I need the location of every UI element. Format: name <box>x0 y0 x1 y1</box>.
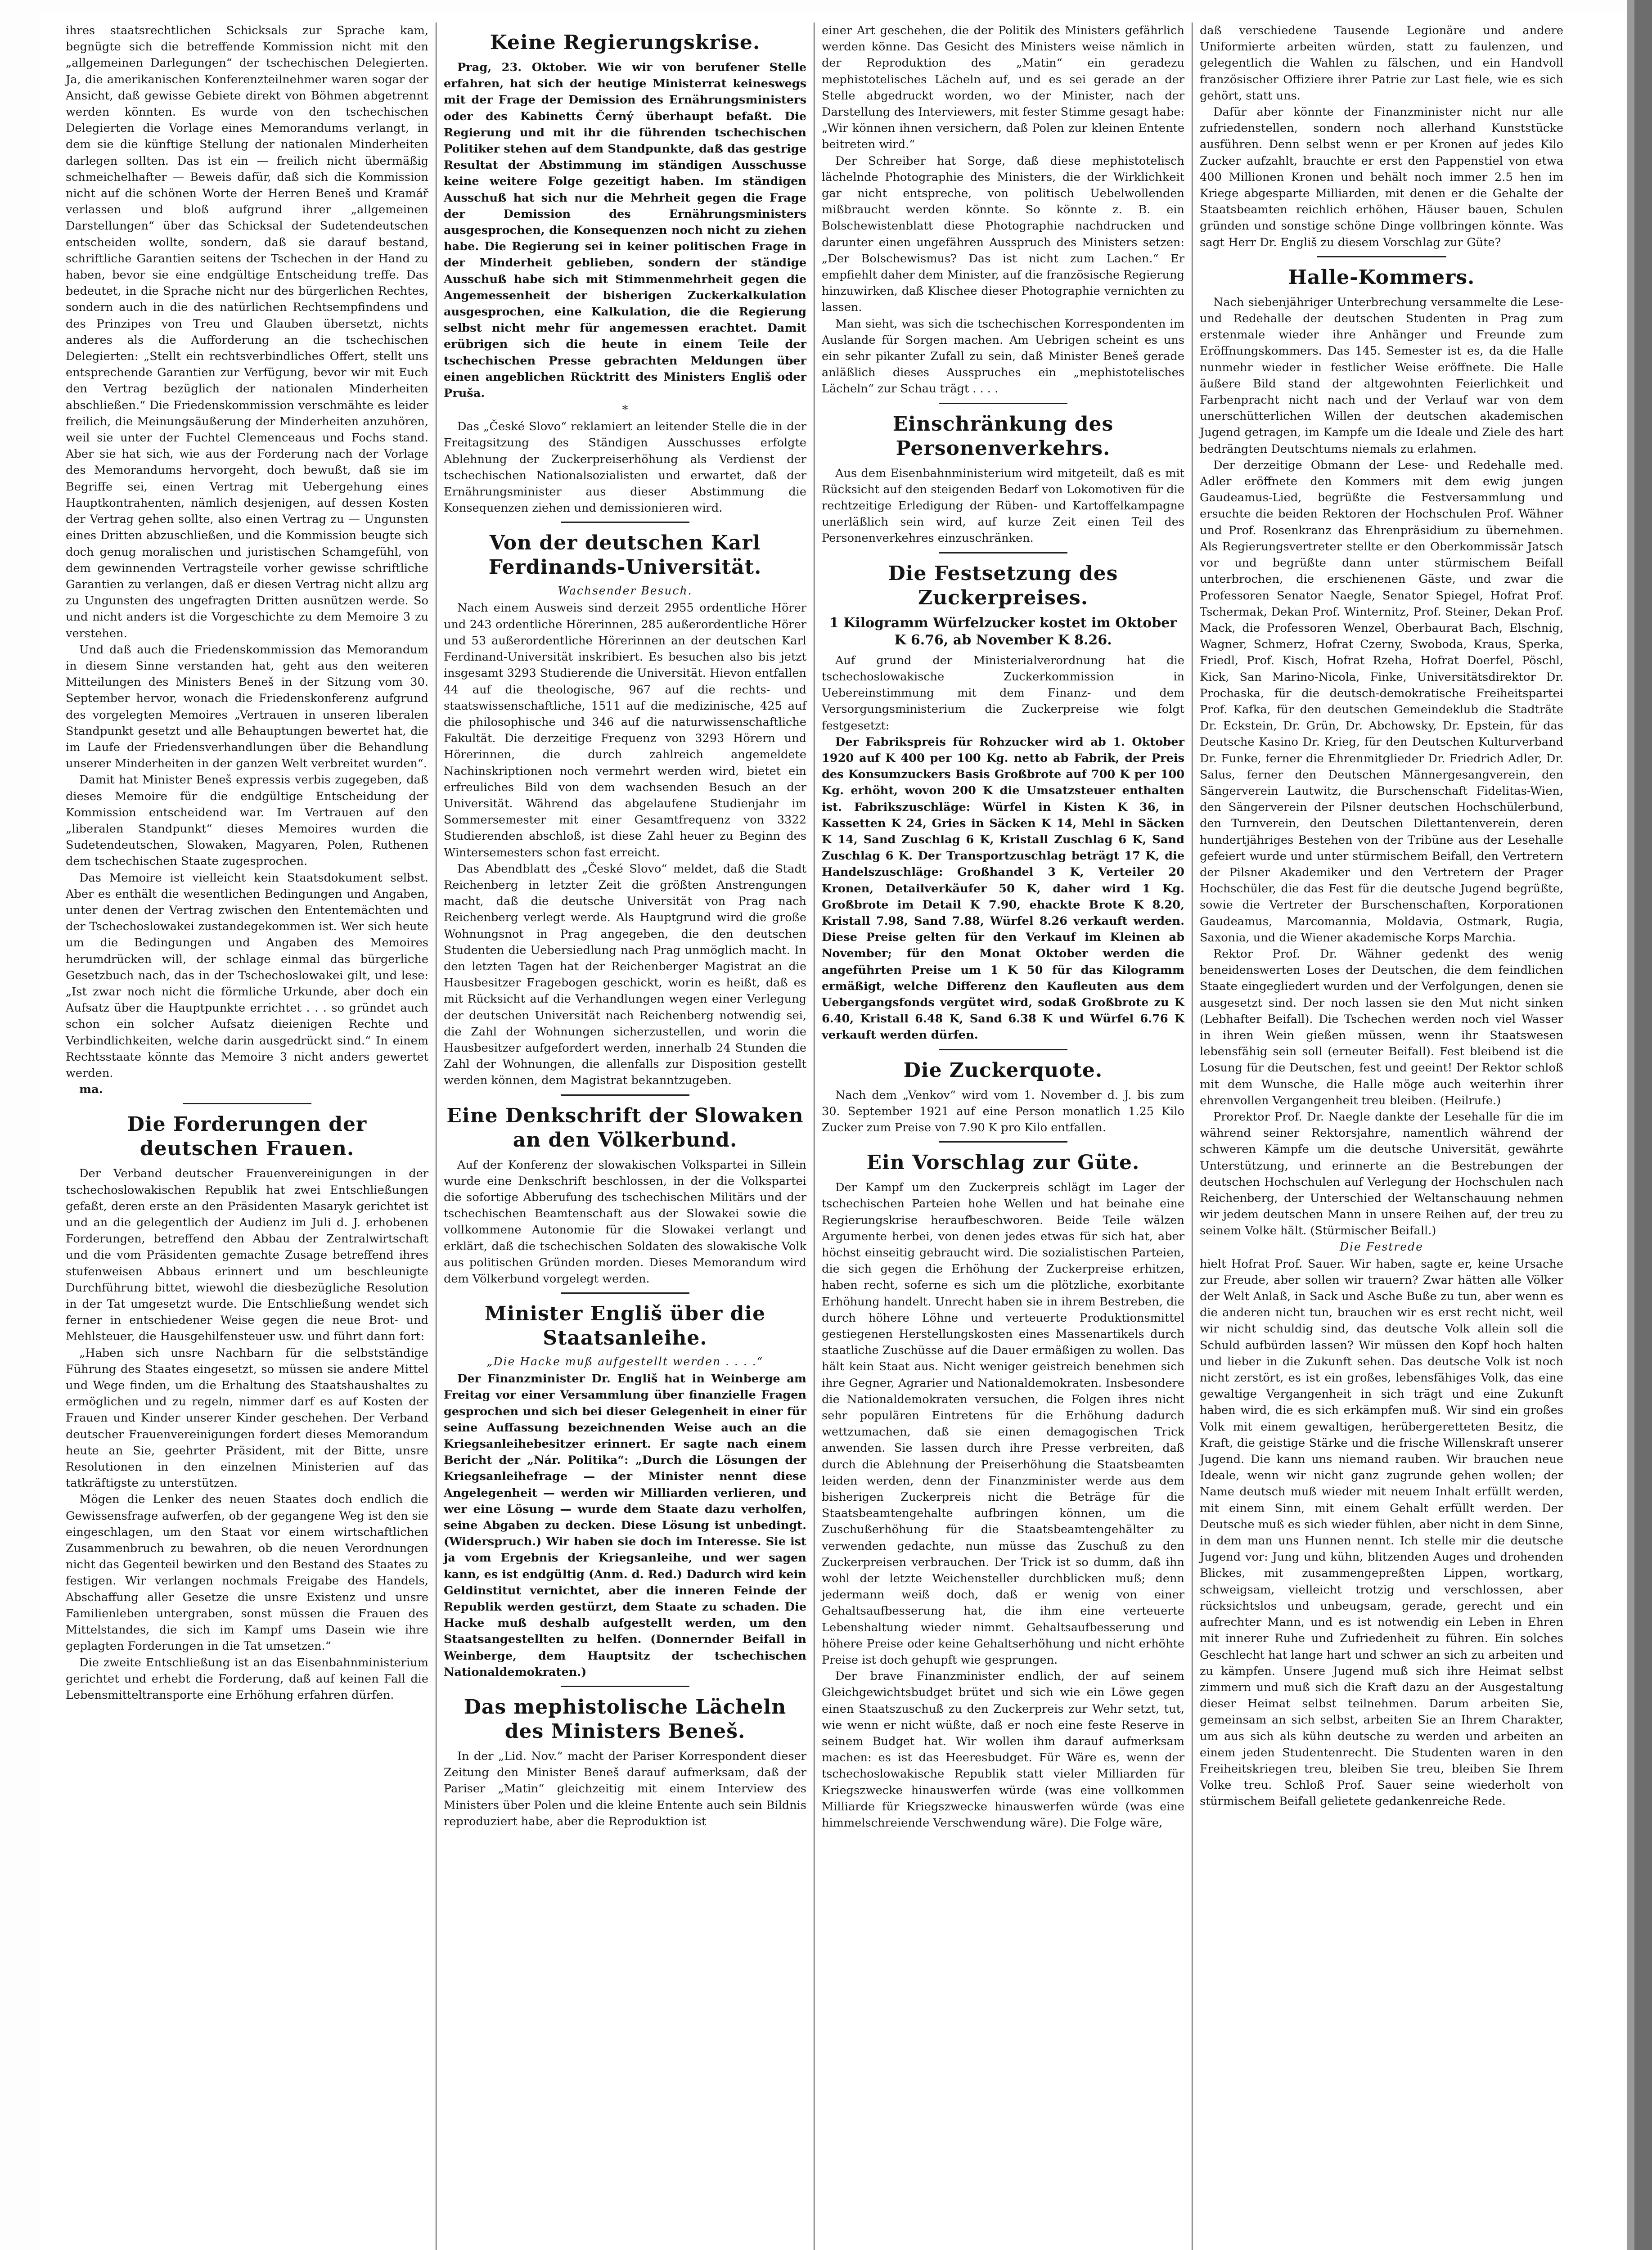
page-edge-shadow <box>1627 0 1652 2250</box>
divider <box>939 552 1067 554</box>
divider <box>183 1103 311 1104</box>
article-text: Prag, 23. Oktober. Wie wir von berufener Stelle erfahren, hat sich der heutige Ministerrat keineswegs mit der Frage der Demission des Ernährungsministers oder des Kabinetts Černý überhaupt befaßt. Die Regierung und mit ihr die führenden tschechischen Politiker stehen auf dem Standpunkte, daß das gestrige Resultat der Abstimmung im ständigen Ausschusse keine weitere Folge gezeitigt haben. Im ständigen Ausschuß hat sich nur die Mehrheit gegen die Frage der Demission des Ernährungsministers ausgesprochen, die Konsequenzen noch nicht zu ziehen habe. Die Regierung sei in keiner politischen Frage in der Minderheit geblieben, sondern der ständige Ausschuß habe sich mit Stimmenmehrheit gegen die Angemessenheit der bisherigen Zuckerkalkulation ausgesprochen, eine Kalkulation, die die Regierung selbst nicht mehr für angemessen erachtet. Damit erübrigen sich die heute in einem Teile der tschechischen Presse gebrachten Meldungen über einen angeblichen Rücktritt des Ministers Engliš oder Pruša. <box>444 61 806 400</box>
article-text: Prorektor Prof. Dr. Naegle dankte der Lesehalle für die im während seiner Rektorsjahre, namentlich während der schweren Kämpfe um die deutsche Universität, gewährte Unterstützung, und erinnerte an die Bestrebungen der deutschen Hochschulen auf Verlegung der Hochschulen nach Reichenberg, der Unterschied der Weltanschauung nehmen wir jedem deutschen Mann in unsere Reihen auf, der treu zu seinem Volke hält. (Stürmischer Beifall.) <box>1200 1110 1563 1238</box>
headline-benes: Das mephistolische Lächeln des Ministers Beneš. <box>464 1696 787 1743</box>
divider <box>1317 256 1446 257</box>
article-text: ihres staatsrechtlichen Schicksals zur Sprache kam, begnügte sich die betreffende Kommission nicht mit den „allgemeinen Darlegungen“ der tschechischen Delegierten. Ja, die amerikanischen Konferenzteilnehmer waren sogar der Ansicht, daß gewisse Gebiete direkt von Böhmen abgetrennt werden könnten. Es wurde von den tschechischen Delegierten die Vorlage eines Memorandums verlangt, in dem sie die künftige Stellung der nationalen Minderheiten darlegen sollten. Das ist ein — freilich nicht übermäßig schmeichelhafter — Beweis dafür, daß sich die Kommission nicht auf die schönen Worte der Herren Beneš und Kramář verlassen und bloß aufgrund ihrer „allgemeinen Darstellungen“ über das Schicksal der Sudetendeutschen entscheiden wollte, sondern, daß sie darauf bestand, schriftliche Garantien seitens der Tschechen in der Hand zu haben, bevor sie eine endgültige Entscheidung treffe. Das bedeutet, in die Sprache nicht nur des bürgerlichen Rechtes, sondern auch in die des natürlichen Rechtsempfindens und des Prinzipes von Treu und Glauben übersetzt, nichts anderes als die Aufforderung an die tschechischen Delegierten: „Stellt ein rechtsverbindliches Offert, stellt uns entsprechende Garantien zur Verfügung, bevor wir mit Euch den Vertrag bezüglich der nationalen Minderheiten abschließen.“ Die Friedenskommission verschmähte es leider freilich, die Meinungsäußerung der Minderheiten anzuhören, weil sie unter der Fuchtel Clemenceaus und Fochs stand. Aber sie hat sich, wie aus der Forderung nach der Vorlage des Memorandums hervorgeht, doch bewußt, daß sie im Begriffe sei, einen Vertrag mit Uebergehung eines Hauptkontrahenten, nämlich desjenigen, auf dessen Kosten der Vertrag gehen sollte, also einen Vertrag zu — Ungunsten eines Dritten abzuschließen, und die Kommission beugte sich doch genug moralischen und juristischen Schamgefühl, von dem gewinnenden Vertragsteile vorher gewisse schriftliche Garantien zu verlangen, daß er diesen Vertrag nicht allzu arg zu Ungunsten des ungefragten Dritten ausnützen werde. So und nicht anders ist die Vorgeschichte zu dem Memoire 3 zu verstehen. <box>66 24 428 640</box>
subheadline-festrede: Die Festrede <box>1340 1240 1423 1253</box>
headline-slowaken: Eine Denkschrift der Slowaken an den Völkerbund. <box>446 1104 804 1152</box>
article-text: Der brave Finanzminister endlich, der auf seinem Gleichgewichtsbudget brütet und sich wie ein Löwe gegen einen Staatszuschuß zu den Zuckerpreis zur Wehr setzt, tut, wie wenn er nicht wüßte, daß er noch eine feste Reserve in seinem Budget hat. Wir wollen ihm darauf aufmerksam machen: es ist das Heeresbudget. Für Wäre es, wenn der tschechoslowakische Republik statt vieler Milliarden für Kriegszwecke hinauswerfen würde (was eine vollkommen Milliarde für Kriegszwecke hinauswerfen würde (was eine himmelschreiende Verschwendung wäre). Die Folge wäre, <box>822 1670 1184 1830</box>
subheadline: „Die Hacke muß aufgestellt werden . . . .“ <box>486 1355 764 1368</box>
article-text: Mögen die Lenker des neuen Staates doch endlich die Gewissensfrage aufwerfen, ob der gegangene Weg ist den sie eingeschlagen, um den Staat vor einem wirtschaftlichen Zusammenbruch zu bewahren, ob die neuen Verordnungen nicht das Gegenteil bewirken und den Bestand des Staates zu festigen. Wir verlangen nochmals Freigabe des Handels, Abschaffung aller Gesetze die unsre Existenz und unsre Familienleben untergraben, sonst müssen die Frauen des Mittelstandes, die sich im Kampf ums Dasein wie ihre geplagten Forderungen in die Tat umsetzen.“ <box>66 1493 428 1653</box>
article-text: Auf der Konferenz der slowakischen Volkspartei in Sillein wurde eine Denkschrift beschlossen, in der die Volkspartei die sofortige Abberufung des tschechischen Militärs und der tschechischen Beamtenschaft aus der Slowakei sowie die vollkommene Autonomie für die Slowakei verlangt und erklärt, daß die tschechischen Soldaten des slowakische Volk aus politischen Gründen morden. Dieses Memorandum wird dem Völkerbund vorgelegt werden. <box>444 1158 806 1286</box>
article-text: Nach siebenjähriger Unterbrechung versammelte die Lese- und Redehalle der deutschen Studenten in Prag zum erstenmale wieder ihre Anhänger und Freunde zum Eröffnungskommers. Das 145. Semester ist es, da die Halle nunmehr wieder in festlicher Weise eröffnete. Die Halle äußere Bild stand der altgewohnten Feierlichkeit und Farbenpracht nicht nach und der Verlauf war von dem unerschütterlichen Willen der deutschen akademischen Jugend getragen, im Kampfe um die Ideale und Ziele des hart bedrängten Deutschtums niemals zu erlahmen. <box>1200 295 1563 456</box>
article-text: Der Schreiber hat Sorge, daß diese mephistotelisch lächelnde Photographie des Ministers, die der Wirklichkeit gar nicht entspreche, von politisch Uebelwollenden mißbraucht werden könnte. So könnte z. B. ein Bolschewistenblatt diese Photographie nachdrucken und darunter einen ungefähren Ausspruch des Ministers setzen: „Der Bolschewismus? Das ist nicht zum Lachen.“ Er empfiehlt daher dem Minister, auf die französische Regierung hinzuwirken, daß Klischee dieser Photographie vernichten zu lassen. <box>822 154 1184 315</box>
divider <box>939 403 1067 404</box>
article-text: In der „Lid. Nov.“ macht der Pariser Korrespondent dieser Zeitung den Minister Beneš darauf aufmerksam, daß der Pariser „Matin“ gleichzeitig mit einem Interview des Ministers über Polen und die kleine Entente auch sein Bildnis reproduziert habe, aber die Reproduktion ist <box>444 1750 806 1828</box>
article-text: Die zweite Entschließung ist an das Eisenbahnministerium gerichtet und erhebt die Forderung, daß auf keinen Fall die Lebensmitteltransporte eine Erhöhung erfahren dürfen. <box>66 1656 428 1702</box>
article-text: Der derzeitige Obmann der Lese- und Redehalle med. Adler eröffnete den Kommers mit dem ewig jungen Gaudeamus-Lied, begrüßte die Festversammlung und ersuchte die beiden Rektoren der Hochschulen Prof. Wähner und Prof. Rosenkranz das Ehrenpräsidium zu übernehmen. Als Regierungsvertreter stellte er den Oberkommissär Jatsch vor und begrüßte dann unter stürmischem Beifall unterbrochen, die erschienenen Gäste, und zwar die Professoren Senator Naegle, Senator Spiegel, Hofrat Prof. Tschermak, Dekan Prof. Winternitz, Prof. Steiner, Dekan Prof. Mack, die Professoren Wenzel, Oberbaurat Bach, Elschnig, Wagner, Schmerz, Hofrat Czerny, Swoboda, Kraus, Sperka, Friedl, Prof. Kisch, Hofrat Rzeha, Hofrat Doerfel, Pöschl, Kick, San Marino-Nicola, Finke, Universitätsdirektor Dr. Prochaska, für die deutsch-demokratische Freiheitspartei Prof. Kafka, für den deutschen Gemeindeklub die Stadträte Dr. Eckstein, Dr. Grün, Dr. Abchowsky, Dr. Epstein, für das Deutsche Kasino Dr. Krieg, für den Deutschen Kulturverband Dr. Funke, ferner die Ehrenmitglieder Dr. Friedrich Adler, Dr. Salus, ferner den Deutschen Männergesangverein, den Sängerverein Lautwitz, die Burschenschaft Fidelitas-Wien, den Sängerverein der Pilsner deutschen Hochschülerbund, den Turnverein, den Deutschen Dilettantenverein, deren hundertjähriges Bestehen von der Tribüne aus der Lesehalle gefeiert wurde und unter stürmischem Beifall, den Vertretern der Pilsner Akademiker und den Vertretern der Prager Hochschüler, die das Fest für die deutsche Jugend begrüßte, sowie die Vertreter der Burschenschaften, Korporationen Gaudeamus, Marcomannia, Moldavia, Ostmark, Rugia, Saxonia, und die Wiener akademische Korps Marchia. <box>1200 458 1563 945</box>
divider <box>939 1049 1067 1050</box>
column-4 <box>1193 22 1571 2250</box>
separator-asterisk: * <box>622 403 628 417</box>
headline-personenverkehr: Einschränkung des Personenverkehrs. <box>892 412 1114 460</box>
article-text: Das „České Slovo“ reklamiert an leitender Stelle die in der Freitagsitzung des Ständigen Ausschusses erfolgte Ablehnung der Zuckerpreiserhöhung als Verdienst der tschechischen Nationalsozialisten und erwartet, daß der Ernährungsminister aus dieser Abstimmung die Konsequenzen ziehen und demissionieren wird. <box>444 420 806 515</box>
article-text: Nach einem Ausweis sind derzeit 2955 ordentliche Hörer und 243 ordentliche Hörerinnen, 285 außerordentliche Hörer und 53 außerordentliche Hörerinnen an der deutschen Karl Ferdinand-Universität inskribiert. Es besuchen also bis jetzt insgesamt 3293 Studierende die Universität. Hievon entfallen 44 auf die theologische, 967 auf die rechts- und staatswissenschaftliche, 1511 auf die medizinische, 425 auf die philosophische und 346 auf die naturwissenschaftliche Fakultät. Die derzeitige Frequenz von 3293 Hörern und Hörerinnen, die durch zahlreich angemeldete Nachinskriptionen noch vermehrt werden wird, bietet ein erfreuliches Bild von dem wachsenden Besuch an der Universität. Während das abgelaufene Studienjahr im Sommersemester mit einer Gesamtfrequenz von 3322 Studierenden abschloß, ist diese Zahl heuer zu Beginn des Wintersemesters schon fast erreicht. <box>444 601 806 860</box>
subheadline-zuckerpreis: 1 Kilogramm Würfelzucker kostet im Oktober K 6.76, ab November K 8.26. <box>829 615 1177 648</box>
headline-regierungskrise: Keine Regierungskrise. <box>490 31 761 54</box>
column-2 <box>437 22 815 2250</box>
newspaper-page <box>41 14 1625 2250</box>
article-text: Aus dem Eisenbahnministerium wird mitgeteilt, daß es mit Rücksicht auf den steigenden Bedarf von Lokomotiven für die rechtzeitige Erledigung der Rüben- und Kartoffelkampagne unerläßlich sein wird, auf kurze Zeit einen Teil des Personenverkehres einzuschränken. <box>822 466 1184 545</box>
columns-container <box>59 22 1607 2250</box>
column-3 <box>815 22 1193 2250</box>
headline-zuckerquote: Die Zuckerquote. <box>903 1058 1103 1082</box>
article-text: einer Art geschehen, die der Politik des Ministers gefährlich werden könne. Das Gesicht des Ministers weise nämlich in der Reproduktion des „Matin“ ein geradezu mephistotelisches Lächeln auf, und es sei gerade an der Stelle abgedruckt worden, wo der Minister, nach der Darstellung des Interviewers, mit fester Stimme gesagt habe: „Wir können ihnen versichern, daß Polen zur kleinen Entente beitreten wird.“ <box>822 24 1184 152</box>
headline-englis: Minister Engliš über die Staatsanleihe. <box>484 1302 766 1350</box>
article-text: Der Finanzminister Dr. Engliš hat in Weinberge am Freitag vor einer Versammlung über finanzielle Fragen gesprochen und sich bei dieser Gelegenheit in einer für seine Auffassung bezeichnenden Weise auch an die Kriegsanleihebesitzer erinnert. Er sagte nach einem Bericht der „Nár. Politika“: „Durch die Lösungen der Kriegsanleihefrage — der Minister nennt diese Angelegenheit — werden wir Milliarden verlieren, und wer eine Lösung — wurde dem Staate dazu verholfen, seine Abgaben zu decken. Diese Lösung ist unbedingt. (Widerspruch.) Wir haben sie doch im Interesse. Sie ist ja vom Ergebnis der Kriegsanleihe, und wer sagen kann, es ist endgültig (Anm. d. Red.) Dadurch wird kein Geldinstitut vernichtet, aber die inneren Feinde der Republik werden gestürzt, dem Staate zu schaden. Die Hacke muß deshalb aufgestellt werden, um den Staatsangestellten zu helfen. (Donnernder Beifall in Weinberge, dem Hauptsitz der tschechischen Nationaldemokraten.) <box>444 1372 806 1679</box>
author-signature: ma. <box>79 1083 103 1097</box>
article-text: Rektor Prof. Dr. Wähner gedenkt des wenig beneidenswerten Loses der Deutschen, die dem feindlichen Staate eingegliedert wurden und der Verfolgungen, denen sie ausgesetzt sind. Der noch lassen sie den Mut nicht sinken (Lebhafter Beifall). Die Tschechen werden noch viel Wasser in ihren Wein gießen müssen, wenn ihr Staatswesen lebensfähig sein soll (erneuter Beifall). Fest bleibend ist die Losung für die Deutschen, fest und geeint! Der Rektor schloß mit dem Wunsche, die Halle möge auch weiterhin ihrer ehrenvollen Vergangenheit treu bleiben. (Heilrufe.) <box>1200 947 1563 1107</box>
divider <box>561 522 689 523</box>
article-text: Der Fabrikspreis für Rohzucker wird ab 1. Oktober 1920 auf K 400 per 100 Kg. netto ab Fabrik, der Preis des Konsumzuckers Basis Großbrote auf 700 K per 100 Kg. erhöht, wovon 200 K die Umsatzsteuer enthalten ist. Fabrikszuschläge: Würfel in Kisten K 36, in Kassetten K 24, Gries in Säcken K 14, Mehl in Säcken K 14, Sand Zuschlag 6 K, Kristall Zuschlag 6 K, Sand Zuschlag 6 K. Der Transportzuschlag beträgt 17 K, die Handelszuschläge: Großhandel 3 K, Verteiler 20 Kronen, Detailverkäufer 50 K, daher wird 1 Kg. Großbrote im Detail K 7.90, ehackte Brote K 8.20, Kristall 7.98, Sand 7.88, Würfel 8.26 verkauft werden. Diese Preise gelten für den Verkauf im Kleinen ab November; für den Monat Oktober werden die angeführten Preise um 1 K 50 für das Kilogramm ermäßigt, welche Differenz den Kaufleuten aus dem Uebergangsfonds vergütet wird, sodaß Großbrote zu K 6.40, Kristall 6.48 K, Sand 6.38 K und Würfel 6.76 K verkauft werden dürfen. <box>822 735 1184 1042</box>
article-text: „Haben sich unsre Nachbarn für die selbstständige Führung des Staates eingesetzt, so müssen sie andere Mittel und Wege finden, um die Erhaltung des Staatshaushaltes zu ermöglichen und zu regeln, nimmer darf es auf Kosten der Frauen und Kinder unserer Kinder geschehen. Der Verband deutscher Frauenvereinigungen fordert dieses Memorandum heute an Sie, geehrter Präsident, mit der Bitte, unsre Resolutionen in den einzelnen Ministerien auf das tatkräftigste zu unterstützen. <box>66 1346 428 1490</box>
article-text: Damit hat Minister Beneš expressis verbis zugegeben, daß dieses Memoire für die endgültige Entscheidung der Kommission entscheidend war. Im Vertrauen auf den „liberalen Standpunkt“ dieses Memoires wurden die Sudetendeutschen, Slowaken, Magyaren, Polen, Ruthenen dem tschechischen Staate zugesprochen. <box>66 773 428 868</box>
article-text: Das Memoire ist vielleicht kein Staatsdokument selbst. Aber es enthält die wesentlichen Bedingungen und Angaben, unter denen der Vertrag zwischen den Ententemächten und der Tschechoslowakei zustandegekommen ist. Wer sich heute um die Bedingungen und Angaben des Memoires herumdrücken will, der schlage einmal das bürgerliche Gesetzbuch nach, das in der Tschechoslowakei gilt, und lese: „Ist zwar noch nicht die förmliche Urkunde, aber doch ein Aufsatz über die Hauptpunkte errichtet . . . so gründet auch schon ein solcher Aufsatz dieienigen Rechte und Verbindlichkeiten, welche darin ausgedrückt sind.“ In einem Rechtsstaate könnte das Memoire 3 nicht anders gewertet werden. <box>66 871 428 1080</box>
headline-zuckerpreis: Die Festsetzung des Zuckerpreises. <box>888 562 1118 609</box>
article-text: Nach dem „Venkov“ wird vom 1. November d. J. bis zum 30. September 1921 auf eine Person monatlich 1.25 Kilo Zucker zum Preise von 7.90 K pro Kilo entfallen. <box>822 1088 1184 1134</box>
article-text: Das Abendblatt des „České Slovo“ meldet, daß die Stadt Reichenberg in letzter Zeit die größten Anstrengungen macht, daß die deutsche Universität von Prag nach Reichenberg verlegt werde. Als Hauptgrund wird die große Wohnungsnot in Prag angegeben, die den deutschen Studenten die Uebersiedlung nach Prag unmöglich macht. In den letzten Tagen hat der Reichenberger Magistrat an die Hausbesitzer Fragebogen geschickt, worin es heißt, daß es mit Rücksicht auf die Verhandlungen wegen einer Verlegung der deutschen Universität nach Reichenberg notwendig sei, die Zahl der Wohnungen sicherzustellen, und worin die Hausbesitzer aufgefordert werden, innerhalb 24 Stunden die Zahl der Wohnungen, die allenfalls zur Disposition gestellt werden können, dem Magistrat bekanntzugeben. <box>444 862 806 1088</box>
headline-vorschlag: Ein Vorschlag zur Güte. <box>866 1151 1140 1174</box>
article-text: Auf grund der Ministerialverordnung hat die tschechoslowakische Zuckerkommission in Uebereinstimmung mit dem Finanz- und dem Versorgungsministerium die Zuckerpreise wie folgt festgesetzt: <box>822 653 1184 733</box>
headline-halle-kommers: Halle-Kommers. <box>1288 266 1475 289</box>
article-text: Dafür aber könnte der Finanzminister nicht nur alle zufriedenstellen, sondern noch allerhand Kunststücke ausführen. Denn selbst wenn er per Kronen auf jedes Kilo Zucker aufzahlt, brauchte er erst den Pappenstiel von etwa 400 Millionen Kronen und behält noch immer 2.5 hen im Kriege abgesparte Milliarden, mit denen er die Gehalte der Staatsbeamten reichlich erhöhen, Häuser bauen, Schulen gründen und sonstige schöne Dinge vollbringen könnte. Was sagt Herr Dr. Engliš zu diesem Vorschlag zur Güte? <box>1200 105 1563 249</box>
article-text: Man sieht, was sich die tschechischen Korrespondenten im Auslande für Sorgen machen. Am Uebrigen scheint es uns ein sehr pikanter Zufall zu sein, daß Minister Beneš gerade anläßlich dieses Ausspruches ein „mephistotelisches Lächeln“ zur Schau trägt . . . . <box>822 317 1184 396</box>
headline-universitaet: Von der deutschen Karl Ferdinands-Universität. <box>488 531 762 579</box>
divider <box>561 1292 689 1294</box>
article-text: hielt Hofrat Prof. Sauer. Wir haben, sagte er, keine Ursache zur Freude, aber sollen wir trauern? Zwar hätten alle Völker der Welt Anlaß, in Sack und Asche Buße zu tun, aber wenn es die anderen nicht tun, brauchen wir es erst recht nicht, weil wir nicht schuldig sind, das deutsche Volk allein soll die Schuld aufbürden lassen? Wir müssen den Kopf hoch halten und lieber in die Zukunft sehen. Das deutsche Volk ist noch nicht zerstört, es ist ein großes, lebensfähiges Volk, das eine gewaltige Vergangenheit in sich trägt und eine Zukunft haben wird, die es sich erkämpfen muß. Wir sind ein großes Volk mit einem gewaltigen, herübergeretteten Besitz, die Kraft, die geistige Stärke und die frische Willenskraft unserer Jugend. Die kann uns niemand rauben. Wir brauchen neue Ideale, wenn wir nicht ganz zugrunde gehen wollen; der Name deutsch muß wieder mit neuem Inhalt erfüllt werden, mit einem Sinn, mit einem Gehalt erfüllt werden. Der Deutsche muß es sich wieder fühlen, aber nicht in dem Sinne, in dem man uns Hunnen nennt. Ich stelle mir die deutsche Jugend vor: Jung und kühn, blitzenden Auges und drohenden Blickes, mit zusammengepreßten Lippen, wortkarg, schweigsam, vielleicht trotzig und verschlossen, aber rücksichtslos und unbeugsam, gerade, gerecht und ein aufrechter Mann, und es ist notwendig ein Leben in Ehren mit innerer Ruhe und Zufriedenheit zu führen. Ein solches Geschlecht hat lange hart und schwer an sich zu arbeiten und zu kämpfen. Unsere Jugend muß sich ihre Heimat selbst zimmern und muß sich die Kraft dazu an der Ausgestaltung dieser Heimat selbst teilnehmen. Darum arbeiten Sie, gemeinsam an sich selbst, arbeiten Sie an Ihrem Charakter, um aus sich als kühn deutsche zu werden und arbeiten an einem jeden Studentenrecht. Die Studenten waren in den Freiheitskriegen treu, bleiben Sie treu, bleiben Sie Ihrem Volke treu. Schloß Prof. Sauer seine wiederholt von stürmischem Beifall gelietete gedankenreiche Rede. <box>1200 1257 1563 1809</box>
article-text: Der Verband deutscher Frauenvereinigungen in der tschechoslowakischen Republik hat zwei Entschließungen gefaßt, deren erste an den Präsidenten Masaryk gerichtet ist und an die gelegentlich der Audienz im Juli d. J. erhobenen Forderungen, betreffend den Abbau der Zentralwirtschaft und die vom Präsidenten gemachte Zusage betreffend ihres stufenweisen Abbaus erinnert und um beschleunigte Durchführung bittet, wiewohl die diesbezügliche Resolution in der Tat umgesetzt wurde. Die Entschließung wendet sich ferner in entschiedener Weise gegen die neue Brot- und Mehlsteuer, die Hausgehilfensteuer usw. und führt dann fort: <box>66 1167 428 1344</box>
divider <box>561 1686 689 1687</box>
divider <box>561 1094 689 1096</box>
divider <box>939 1141 1067 1143</box>
column-1 <box>59 22 437 2250</box>
article-text: daß verschiedene Tausende Legionäre und andere Uniformierte arbeiten würden, statt zu faulenzen, und gelegentlich die Wahlen zu fälschen, und ein Handvoll französischer Offiziere ihrer Patrie zur Last fiele, wie es sich gehört, statt uns. <box>1200 24 1563 103</box>
headline-frauen: Die Forderungen der deutschen Frauen. <box>127 1113 367 1161</box>
article-text: Und daß auch die Friedenskommission das Memorandum in diesem Sinne verstanden hat, geht aus den weiteren Mitteilungen des Ministers Beneš in der Sitzung vom 30. September hervor, wonach die Friedenskonferenz aufgrund des vorgelegten Memoires „Vertrauen in unseren liberalen Standpunkt gesetzt und alle Behauptungen bewertet hat, die im Laufe der Friedensverhandlungen über die Behandlung unserer Minderheiten in der ganzen Welt verbreitet wurden“. <box>66 643 428 771</box>
article-text: Der Kampf um den Zuckerpreis schlägt im Lager der tschechischen Parteien hohe Wellen und hat beinahe eine Regierungskrise heraufbeschworen. Beide Teile wälzen Argumente herbei, von denen jedes etwas für sich hat, aber höchst einseitig gebraucht wird. Die sozialistischen Parteien, die sich gegen die Erhöhung der Zuckerpreise erhitzen, haben recht, soferne es sich um die plötzliche, exorbitante Erhöhung handelt. Unrecht haben sie in ihrem Bestreben, die durch höhere Löhne und verteuerte Produktionsmittel gestiegenen Herstellungskosten eines Massenartikels durch staatliche Zuschüsse auf die Dauer ermäßigen zu wollen. Das hält kein Staat aus. Nicht weniger geistreich benehmen sich ihre Gegner, Agrarier und Nationaldemokraten. Insbesondere die Nationaldemokraten versuchen, die Folgen ihres nicht sehr populären Eintretens für die Erhöhung dadurch wettzumachen, daß sie einen demagogischen Trick anwenden. Sie lassen durch ihre Presse verbreiten, daß durch die Ablehnung der Preiserhöhung die Staatsbeamten leiden werden, denn der Finanzminister werde aus dem bisherigen Zuckerpreis nicht die Beträge für die Staatsbeamtengehalte aufbringen können, um die Zuschußerhöhung für die Staatsbeamtengehälter zu verwenden gedachte, nun müsse das Zuschuß zu den Zuckerpreisen verbrauchen. Der Trick ist so dumm, daß ihn wohl der letzte Weichensteller durchblicken muß; denn jedermann weiß doch, daß er wenig von einer Gehaltsaufbesserung hat, die ihm eine verteuerte Lebenshaltung wieder nimmt. Gehaltsaufbesserung und höhere Preise oder keine Gehaltserhöhung und nicht erhöhte Preise ist doch gehupft wie gesprungen. <box>822 1181 1184 1667</box>
subheadline: Wachsender Besuch. <box>558 584 693 598</box>
